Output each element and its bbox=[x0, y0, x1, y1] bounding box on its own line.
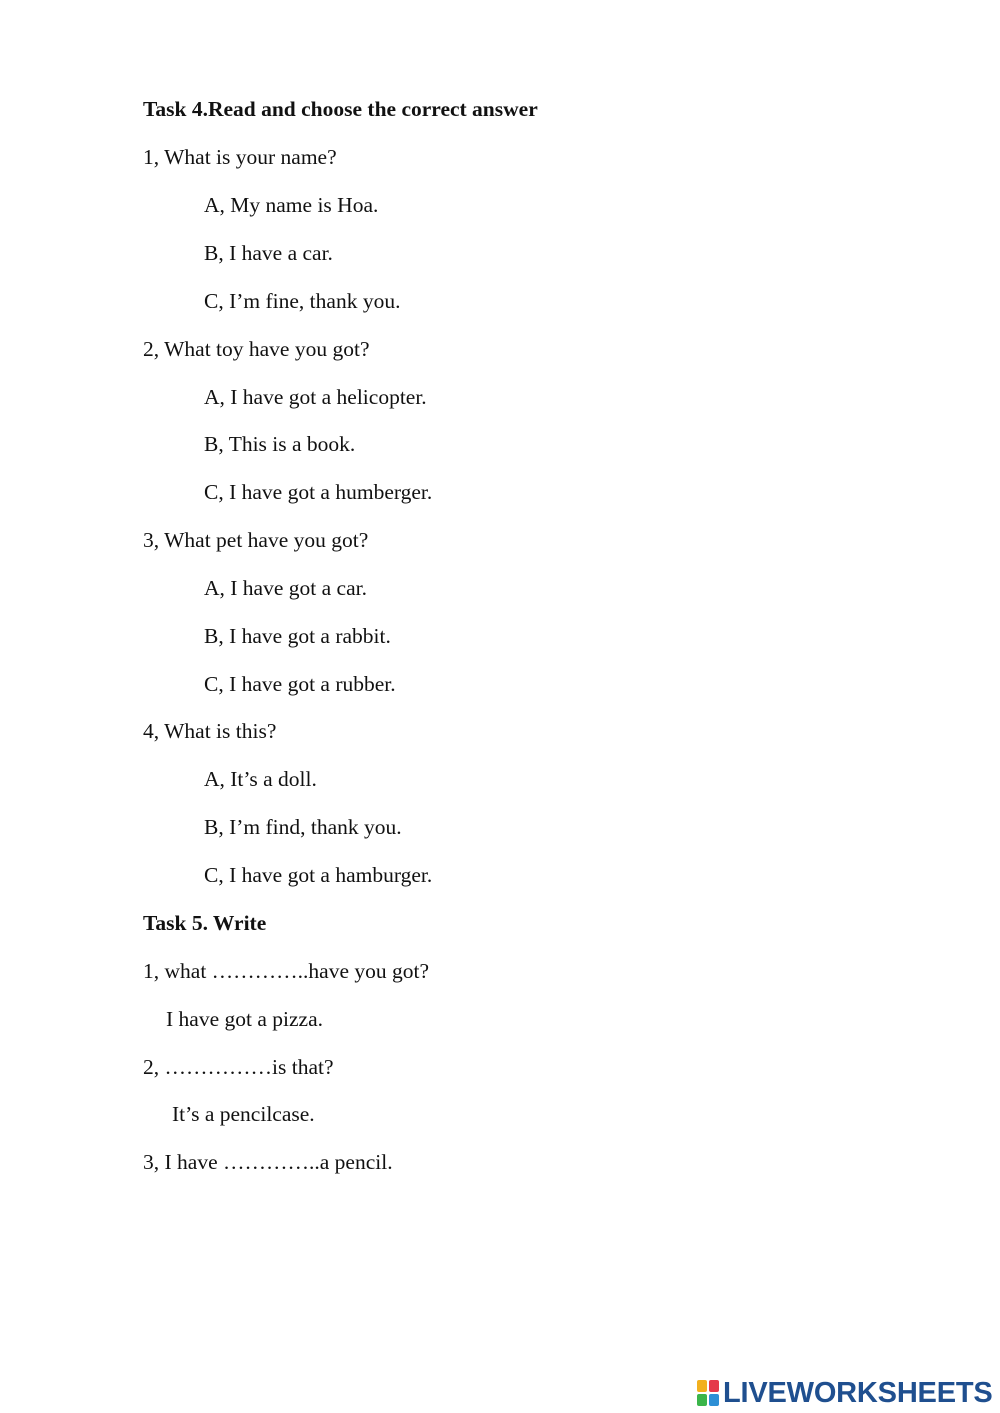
logo-square-green bbox=[697, 1394, 707, 1406]
option-4c[interactable]: C, I have got a hamburger. bbox=[204, 863, 433, 887]
option-1c[interactable]: C, I’m fine, thank you. bbox=[204, 289, 401, 313]
liveworksheets-logo-icon bbox=[697, 1380, 719, 1406]
question-3: 3, What pet have you got? bbox=[143, 528, 369, 552]
option-2a[interactable]: A, I have got a helicopter. bbox=[204, 385, 427, 409]
option-3b[interactable]: B, I have got a rabbit. bbox=[204, 624, 391, 648]
question-4: 4, What is this? bbox=[143, 719, 277, 743]
liveworksheets-logo-text: LIVEWORKSHEETS bbox=[723, 1376, 993, 1409]
option-3c[interactable]: C, I have got a rubber. bbox=[204, 672, 396, 696]
task5-title: Task 5. Write bbox=[143, 911, 267, 935]
liveworksheets-logo[interactable] bbox=[697, 1377, 993, 1409]
option-3a[interactable]: A, I have got a car. bbox=[204, 576, 367, 600]
write-prompt-1[interactable]: 1, what …………..have you got? bbox=[143, 959, 430, 983]
write-answer-1: I have got a pizza. bbox=[166, 1007, 323, 1031]
logo-square-blue bbox=[709, 1394, 719, 1406]
question-2: 2, What toy have you got? bbox=[143, 337, 370, 361]
write-prompt-2[interactable]: 2, ……………is that? bbox=[143, 1055, 334, 1079]
write-prompt-3[interactable]: 3, I have …………..a pencil. bbox=[143, 1150, 393, 1174]
logo-square-red bbox=[709, 1380, 719, 1392]
option-2b[interactable]: B, This is a book. bbox=[204, 432, 356, 456]
logo-square-yellow bbox=[697, 1380, 707, 1392]
task4-title: Task 4.Read and choose the correct answer bbox=[143, 97, 538, 121]
option-1b[interactable]: B, I have a car. bbox=[204, 241, 333, 265]
option-4b[interactable]: B, I’m find, thank you. bbox=[204, 815, 402, 839]
option-4a[interactable]: A, It’s a doll. bbox=[204, 767, 317, 791]
write-answer-2: It’s a pencilcase. bbox=[172, 1102, 315, 1126]
question-1: 1, What is your name? bbox=[143, 145, 337, 169]
option-1a[interactable]: A, My name is Hoa. bbox=[204, 193, 379, 217]
option-2c[interactable]: C, I have got a humberger. bbox=[204, 480, 433, 504]
